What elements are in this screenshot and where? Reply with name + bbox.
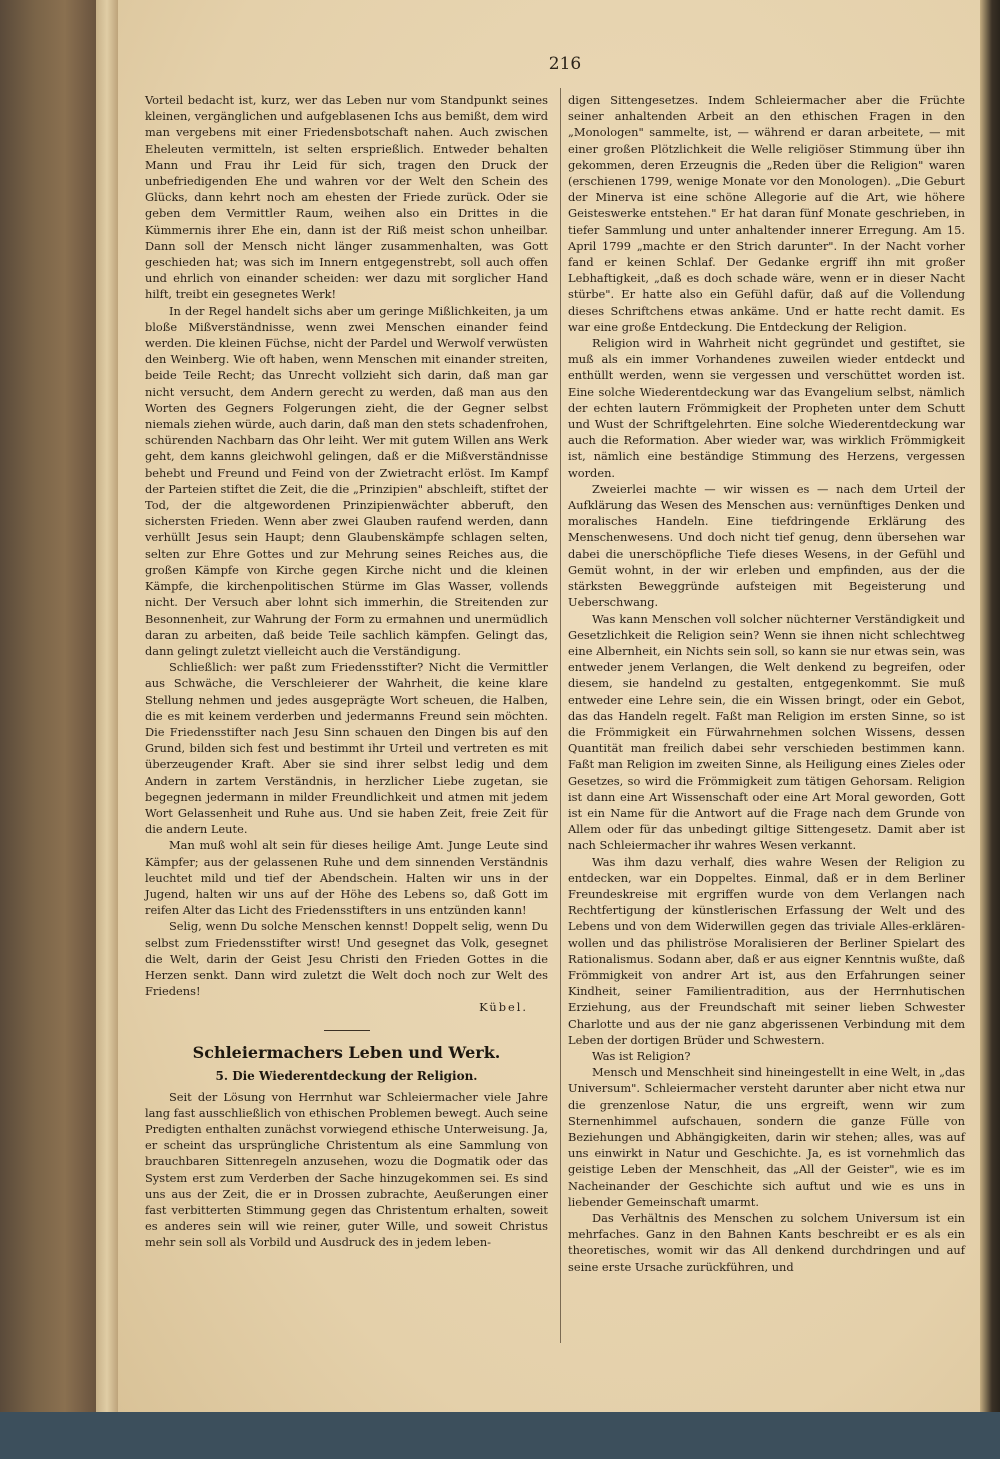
article-subtitle: 5. Die Wiederentdeckung der Religion. — [215, 1068, 478, 1083]
page-number: 216 — [548, 54, 582, 74]
paragraph: Was kann Menschen voll solcher nüchterner Verständigkeit und Gesetzlichkeit die Religion sein? Wenn sie ihnen nicht schlechtweg eine Albernheit, ein Nichts sein soll, so kann sie nur etwas sein, was entweder jenem Verlangen, die Welt denkend zu begreifen, oder diesem, sie handelnd zu gestalten, entgegenkommt. Sie muß entweder eine Lehre sein, die ein Wissen bringt, oder ein Gebot, das das Handeln regelt. Faßt man Religion im ersten Sinne, so ist die Frömmigkeit ein Fürwahrnehmen solchen Wissens, dessen Quantität man freilich dabei sehr verschieden bestimmen kann. Faßt man Religion im zweiten Sinne, als Heiligung eines Zieles oder Gesetzes, so wird die Frömmigkeit zum tätigen Gehorsam. Religion ist dann eine Art Wissenschaft oder eine Art Moral geworden, Gott ist ein Name für die Antwort auf die Frage nach dem Grunde von Allem oder für das unbedingt giltige Sittengesetz. Damit aber ist nach Schleiermacher ihr wahres Wesen verkannt. — [568, 611, 965, 853]
book-cover-bottom — [0, 1412, 1000, 1459]
left-column — [145, 92, 548, 1251]
column-divider — [560, 88, 561, 1343]
page-stack-edge — [96, 0, 118, 1459]
paragraph: Schließlich: wer paßt zum Friedensstifter? Nicht die Vermittler aus Schwäche, die Verschleierer der Wahrheit, die keine klare Stellung nehmen und jedes ausgeprägte Wort scheuen, die Halben, die es mit keinem verderben und jedermanns Freund sein möchten. Die Friedensstifter nach Jesu Sinn schauen den Dingen bis auf den Grund, bilden sich fest und bestimmt ihr Urteil und vertreten es mit überzeugender Kraft. Aber sie sind ihrer selbst ledig und dem Andern in zartem Verständnis, in herzlicher Liebe zugetan, sie begegnen jedermann in milder Freundlichkeit und atmen mit jedem Wort Gelassenheit und Ruhe aus. Und sie haben Zeit, freie Zeit für die andern Leute. — [145, 660, 548, 837]
paragraph: Das Verhältnis des Menschen zu solchem Universum ist ein mehrfaches. Ganz in den Bahnen Kants beschreibt er es als ein theoretisches, womit wir das All denkend durchdringen und auf seine erste Ursache zurückführen, und — [568, 1211, 965, 1274]
paragraph: Man muß wohl alt sein für dieses heilige Amt. Junge Leute sind Kämpfer; aus der gelassenen Ruhe und dem sinnenden Verständnis leuchtet mild und tief der Abendschein. Halten wir uns in der Jugend, halten wir uns auf der Höhe des Lebens so, daß Gott im reifen Alter das Licht des Friedensstifters in uns entzünden kann! — [145, 838, 548, 918]
paragraph: In der Regel handelt sichs aber um geringe Mißlichkeiten, ja um bloße Mißverständnisse, wenn zwei Menschen einander feind werden. Die kleinen Füchse, nicht der Pardel und Werwolf verwüsten den Weinberg. Wie oft haben, wenn Menschen mit einander streiten, beide Teile Recht; das Unrecht vollzieht sich darin, daß man gar nicht versucht, dem Andern gerecht zu werden, daß man aus den Worten des Gegners Folgerungen zieht, die der Gegner selbst niemals ziehen würde, auch darin, daß man den stets schadenfrohen, schürenden Nachbarn das Ohr leiht. Wer mit gutem Willen ans Werk geht, dem kanns gleichwohl gelingen, daß er die Mißverständnisse behebt und Freund und Feind von der Zwietracht erlöst. Im Kampf der Parteien stiftet die Zeit, die die „Prinzipien" abschleift, stiftet der Tod, der die altgewordenen Prinzipienwächter abberuft, den sichersten Frieden. Wenn aber zwei Glauben raufend werden, dann verhüllt Jesus sein Haupt; denn Glaubenskämpfe schlagen selten, selten zur Ehre Gottes und zur Mehrung seines Reiches aus, die großen Kämpfe von Kirche gegen Kirche nicht und die kleinen Kämpfe, die kirchenpolitischen Stürme im Glas Wasser, vollends nicht. Der Versuch aber lohnt sich immerhin, die Streitenden zur Besonnenheit, zur Wahrung der Form zu ermahnen und unermüdlich daran zu arbeiten, daß beide Teile sachlich kämpfen. Gelingt das, dann gelingt zuletzt vielleicht auch die Verständigung. — [145, 303, 548, 658]
paragraph: digen Sittengesetzes. Indem Schleiermacher aber die Früchte seiner anhaltenden Arbeit an den ethischen Fragen in den „Monologen" sammelte, ist, — während er daran arbeitete, — mit einer großen Plötzlichkeit die Welle religiöser Stimmung über ihn gekommen, deren Erzeugnis die „Reden über die Religion" waren (erschienen 1799, wenige Monate vor den Monologen). „Die Geburt der Minerva ist eine schöne Allegorie auf die Art, wie höhere Geisteswerke entstehen." Er hat daran fünf Monate geschrieben, in tiefer Sammlung und unter anhaltender innerer Erregung. Am 15. April 1799 „machte er den Strich darunter". In der Nacht vorher fand er keinen Schlaf. Der Gedanke ergriff ihn mit großer Lebhaftigkeit, „daß es doch schade wäre, wenn er in dieser Nacht stürbe". Er hatte also ein Gefühl dafür, daß auf die Vollendung dieses Schriftchens etwas ankäme. Und er hatte recht damit. Es war eine große Entdeckung. Die Entdeckung der Religion. — [568, 93, 965, 334]
right-column — [568, 92, 965, 1275]
paragraph: Mensch und Menschheit sind hineingestellt in eine Welt, in „das Universum". Schleiermacher versteht darunter aber nicht etwa nur die grenzenlose Natur, die uns ergreift, wenn wir zum Sternenhimmel aufschauen, sondern die ganze Fülle von Beziehungen und Abhängigkeiten, darin wir stehen; alles, was auf uns einwirkt in Natur und Geschichte. Ja, es ist vornehmlich das geistige Leben der Menschheit, das „All der Geister", wie es im Nacheinander der Geschichte sich auftut und wie es uns in liebender Gemeinschaft umarmt. — [568, 1065, 965, 1209]
paragraph: Zweierlei machte — wir wissen es — nach dem Urteil der Aufklärung das Wesen des Menschen aus: vernünftiges Denken und moralisches Handeln. Eine tiefdringende Erklärung des Menschenwesens. Und doch nicht tief genug, denn übersehen war dabei die unerschöpfliche Tiefe dieses Wesens, in der Gefühl und Gemüt wohnt, in der wir erleben und empfinden, aus der die stärksten Beweggründe aufsteigen mit Begeisterung und Ueberschwang. — [568, 481, 965, 610]
page-right-edge — [980, 0, 1000, 1459]
author-signature: Kübel. — [479, 1000, 528, 1015]
paragraph: Selig, wenn Du solche Menschen kennst! Doppelt selig, wenn Du selbst zum Friedensstifter wirst! Und gesegnet das Volk, gesegnet die Welt, darin der Geist Jesu Christi den Frieden Gottes in die Herzen senkt. Dann wird zuletzt die Welt doch noch zur Welt des Friedens! — [145, 919, 548, 999]
paragraph: Was ist Religion? — [592, 1048, 691, 1063]
paragraph: Vorteil bedacht ist, kurz, wer das Leben nur vom Standpunkt seines kleinen, vergänglichen und aufgeblasenen Ichs aus bemißt, dem wird man vergebens mit einer Friedensbotschaft nahen. Auch zwischen Eheleuten vermitteln, ist selten ersprießlich. Entweder behalten Mann und Frau ihr Leid für sich, tragen den Druck der unbefriedigenden Ehe und wahren vor der Welt den Schein des Glücks, dann kehrt noch am ehesten der Friede zurück. Oder sie geben dem Vermittler Raum, weihen also ein Drittes in die Kümmernis ihrer Ehe ein, dann ist der Riß meist schon unheilbar. Dann soll der Mensch nicht länger zusammenhalten, was Gott geschieden hat; was sich im Innern entgegenstrebt, soll auch offen und ehrlich von einander scheiden: wer dazu mit sorglicher Hand hilft, treibt ein gesegnetes Werk! — [145, 93, 548, 302]
section-divider — [324, 1030, 370, 1031]
paragraph: Religion wird in Wahrheit nicht gegründet und gestiftet, sie muß als ein immer Vorhandenes zuweilen wieder entdeckt und enthüllt werden, wenn sie vergessen und verschüttet worden ist. Eine solche Wiederentdeckung war das Evangelium selbst, nämlich der echten lautern Frömmigkeit der Propheten unter dem Schutt und Wust der Schriftgelehrten. Eine solche Wiederentdeckung war auch die Reformation. Aber wieder war, was wirklich Frömmigkeit ist, nämlich eine beständige Stimmung des Herzens, vergessen worden. — [568, 336, 965, 480]
article-title: Schleiermachers Leben und Werk. — [192, 1042, 501, 1062]
paragraph: Seit der Lösung von Herrnhut war Schleiermacher viele Jahre lang fast ausschließlich von ethischen Problemen bewegt. Auch seine Predigten enthalten zunächst vorwiegend ethische Unterweisung. Ja, er scheint das ursprüngliche Christentum als eine Sammlung von brauchbaren Sittenregeln anzusehen, wozu die Dogmatik oder das System erst zum Verderben der Sache hinzugekommen sei. Es sind uns aus der Zeit, die er in Drossen zubrachte, Aeußerungen einer fast verbitterten Stimmung gegen das Christentum erhalten, soweit es anderes sein will wie reiner, guter Wille, und soweit Christus mehr sein soll als Vorbild und Ausdruck des in jedem leben- — [145, 1089, 548, 1250]
paragraph: Was ihm dazu verhalf, dies wahre Wesen der Religion zu entdecken, war ein Doppeltes. Einmal, daß er in dem Berliner Freundeskreise mit ergriffen wurde von dem Verlangen nach Rechtfertigung der künstlerischen Erfassung der Welt und des Lebens und von dem Widerwillen gegen das triviale Alles-erklären-wollen und das philiströse Moralisieren der Berliner Spielart des Rationalismus. Sodann aber, daß er aus eigner Kenntnis wußte, daß Frömmigkeit von andrer Art ist, aus den Erfahrungen seiner Kindheit, seiner Familientradition, aus der Herrnhutischen Erziehung, aus der Freundschaft mit seiner lieben Schwester Charlotte und aus der nie ganz abgerissenen Verbindung mit dem Leben der dortigen Brüder und Schwestern. — [568, 854, 965, 1047]
